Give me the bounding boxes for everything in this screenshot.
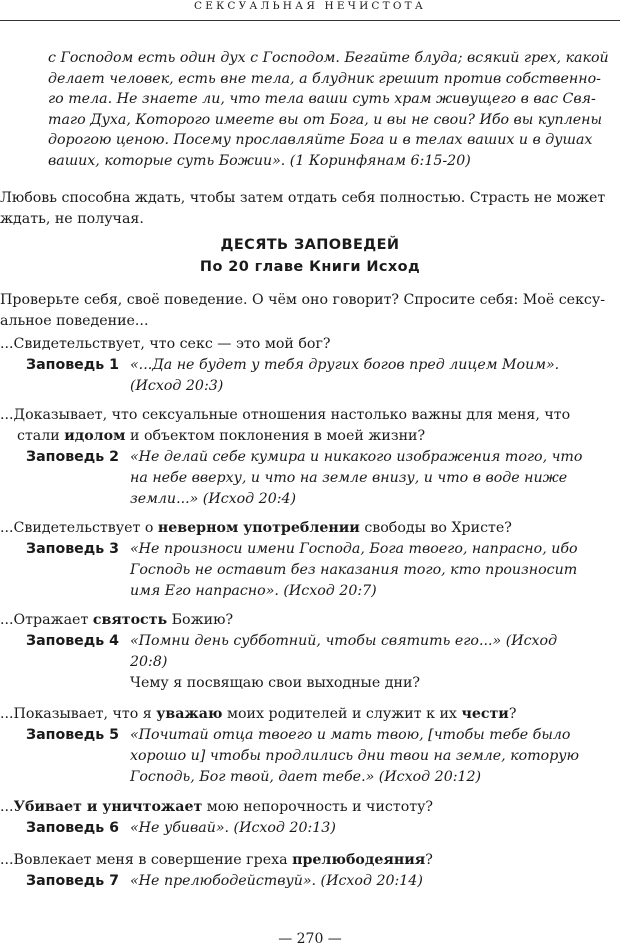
commandment-text [130, 539, 578, 602]
commandment-label: Заповедь 6 [26, 820, 120, 836]
commandment-item-4 [0, 610, 620, 694]
commandment-item-1 [0, 334, 620, 397]
paragraph-line: альное поведение... [0, 313, 149, 329]
question-part: моих родителей и служит к их [222, 706, 462, 722]
header-rule [0, 20, 620, 21]
question [0, 850, 620, 871]
commandment-item-2 [0, 405, 620, 510]
commandment-text [130, 818, 336, 839]
question [0, 518, 620, 539]
question-emphasis: чести [461, 706, 509, 722]
quote-line: делает человек, есть вне тела, а блудник грешит против собственно- [48, 70, 601, 87]
commandment-label: Заповедь 4 [26, 633, 120, 649]
paragraph-line: Любовь способна ждать, чтобы затем отдать себя полностью. Страсть не может [0, 190, 606, 206]
commandment-line: (Исход 20:3) [130, 378, 224, 394]
commandment-line: Господь, Бог твой, дает тебе.» (Исход 20:12) [130, 769, 482, 785]
question-part: ...Показывает, что я [0, 706, 157, 722]
commandment-line: «Помни день субботний, чтобы святить его...» (Исход [130, 633, 558, 649]
commandment-line: Господь не оставит без наказания того, кто произносит [130, 562, 578, 578]
question-part: стали [17, 428, 65, 444]
commandment-text [130, 871, 423, 892]
running-head: СЕКСУАЛЬНАЯ НЕЧИСТОТА [193, 0, 427, 12]
quote-line: таго Духа, Которого имеете вы от Бога, и вы не свои? Ибо вы куплены [48, 111, 603, 128]
question-part: ...Свидетельствует о [0, 520, 158, 536]
quote-line: дорогою ценою. Посему прославляйте Бога и в телах ваших и в душах [48, 132, 593, 148]
quote-line: го тела. Не знаете ли, что тела ваши суть храм живущего в вас Свя- [48, 91, 596, 107]
commandment-item-7 [0, 850, 620, 892]
question-emphasis: уважаю [156, 706, 223, 722]
commandment-line: «Не произноси имени Господа, Бога твоего, напрасно, ибо [130, 541, 578, 557]
commandment-item-3 [0, 518, 620, 602]
question-continuation [0, 426, 620, 447]
quote-line: ваших, которые суть Божии». (1 Коринфянам 6:15-20) [48, 152, 471, 169]
scripture-quote [48, 48, 618, 171]
commandment-text [130, 447, 582, 510]
commandment-label: Заповедь 2 [26, 449, 120, 465]
commandment-label: Заповедь 1 [26, 357, 120, 373]
commandment-line: «Не прелюбодействуй». (Исход 20:14) [130, 873, 423, 889]
commandment-line: на небе вверху, и что на земле внизу, и что в воде ниже [130, 470, 568, 486]
commandment-label: Заповедь 7 [26, 873, 120, 889]
question-part: мою непорочность и чистоту? [202, 799, 434, 815]
section-title: ДЕСЯТЬ ЗАПОВЕДЕЙ [220, 237, 400, 253]
question-part: ? [508, 706, 517, 722]
intro-paragraph [0, 290, 620, 332]
section-subtitle: По 20 главе Книги Исход [199, 259, 421, 275]
question-part: ...Вовлекает меня в совершение греха [0, 852, 293, 868]
question: ...Свидетельствует, что секс — это мой бог? [0, 336, 331, 352]
commandment-line: хорошо и] чтобы продлились дни твои на земле, которую [130, 748, 580, 764]
question-part: Божию? [167, 612, 234, 628]
commandment-line: 20:8) [130, 654, 168, 670]
question-emphasis: идолом [64, 428, 126, 444]
reflection-question: Чему я посвящаю свои выходные дни? [130, 675, 421, 691]
commandment-line: «Не делай себе кумира и никакого изображения того, что [130, 449, 583, 465]
commandment-line: земли...» (Исход 20:4) [130, 491, 297, 507]
paragraph-line: ждать, не получая. [0, 211, 144, 227]
paragraph-line: Проверьте себя, своё поведение. О чём оно говорит? Спросите себя: Моё сексу- [0, 292, 606, 308]
commandment-line: «Почитай отца твоего и мать твою, [чтобы тебе было [130, 727, 571, 743]
quote-line: с Господом есть один дух с Господом. Бегайте блуда; всякий грех, какой [48, 50, 609, 66]
question [0, 610, 620, 631]
commandment-label: Заповедь 3 [26, 541, 120, 557]
commandment-text [130, 725, 579, 788]
question-part: и объектом поклонения в моей жизни? [125, 428, 426, 444]
commandment-text [130, 355, 559, 397]
commandment-line: «Не убивай». (Исход 20:13) [130, 820, 336, 836]
commandment-label: Заповедь 5 [26, 727, 120, 743]
commandment-line: «...Да не будет у тебя других богов пред лицем Моим». [130, 357, 560, 373]
commandment-line: имя Его напрасно». (Исход 20:7) [130, 583, 377, 599]
question-emphasis: неверном употреблении [157, 520, 360, 536]
question: ...Доказывает, что сексуальные отношения настолько важны для меня, что [0, 407, 571, 423]
love-paragraph [0, 188, 620, 230]
question-part: ...Отражает [0, 612, 93, 628]
page-number: — 270 — [278, 931, 342, 947]
commandment-item-5 [0, 704, 620, 788]
question-emphasis: Убивает и уничтожает [13, 799, 203, 815]
question-emphasis: святость [92, 612, 168, 628]
question-emphasis: прелюбодеяния [292, 852, 426, 868]
question [0, 797, 620, 818]
commandment-text [130, 631, 557, 694]
question-part: ? [425, 852, 433, 868]
commandment-item-6 [0, 797, 620, 839]
question-part: свободы во Христе? [359, 520, 512, 536]
question-part: ... [0, 799, 14, 815]
question [0, 704, 620, 725]
